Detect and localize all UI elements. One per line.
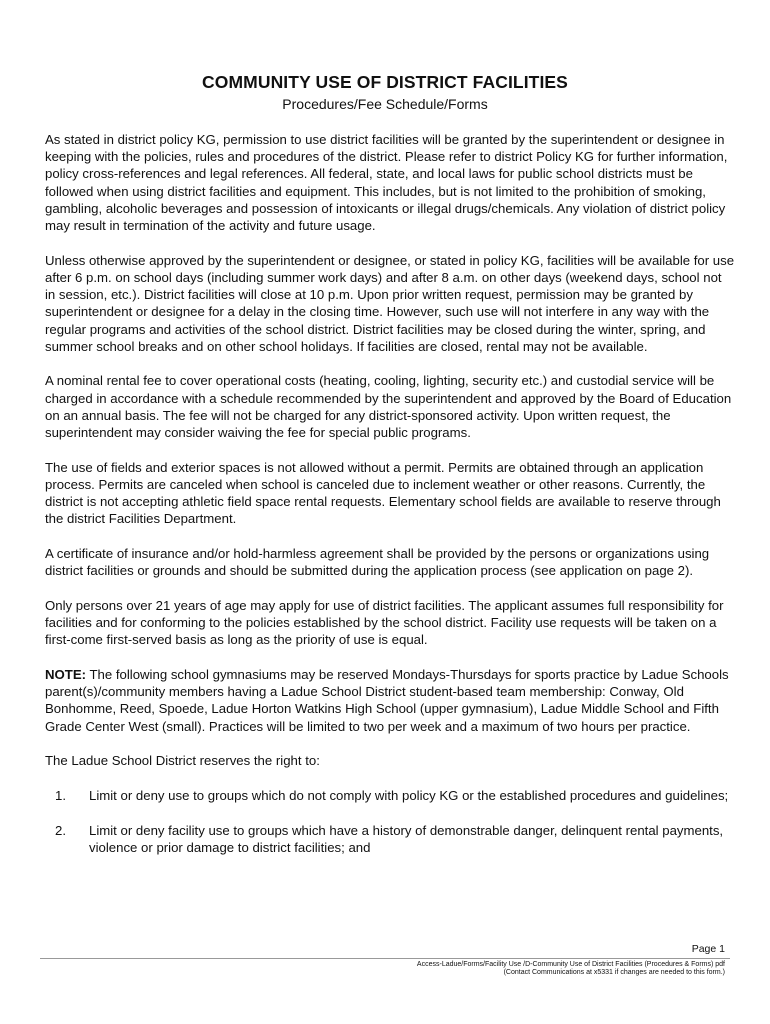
list-item-text: Limit or deny use to groups which do not comply with policy KG or the established procedures and guidelines; xyxy=(89,788,729,804)
page-title: COMMUNITY USE OF DISTRICT FACILITIES xyxy=(202,72,568,92)
list-item-number: 2. xyxy=(55,822,66,838)
reserves-list xyxy=(45,787,735,856)
footer-contact: (Contact Communications at x5331 if changes are needed to this form.) xyxy=(503,969,725,976)
paragraph-policy: As stated in district policy KG, permission to use district facilities will be granted by the superintendent or designee in keeping with the policies, rules and procedures of the district. Please refer to district Policy KG for further information, policy cross-references and legal references. All federal, state, and local laws for public school districts must be followed when using district facilities and equipment. This includes, but is not limited to the prohibition of smoking, gambling, alcoholic beverages and possession of intoxicants or illegal drugs/chemicals. Any violation of district policy may result in termination of the activity and future usage. xyxy=(45,132,728,234)
document-body xyxy=(45,131,735,874)
list-item-text: Limit or deny facility use to groups which have a history of demonstrable danger, delinquent rental payments, violence or prior damage to district facilities; and xyxy=(89,822,724,855)
list-item xyxy=(45,787,735,804)
note-label: NOTE: xyxy=(45,667,87,683)
paragraph-note xyxy=(45,666,735,735)
reserves-intro: The Ladue School District reserves the right to: xyxy=(45,753,320,769)
paragraph-fees: A nominal rental fee to cover operational costs (heating, cooling, lighting, security etc.) and custodial service will be charged in accordance with a schedule recommended by the superintendent and approved by the Board of Education on an annual basis. The fee will not be charged for any district-sponsored activity. Upon written request, the superintendent may consider waiving the fee for special public programs. xyxy=(45,373,732,441)
page-number: Page 1 xyxy=(691,943,725,955)
note-text: The following school gymnasiums may be reserved Mondays-Thursdays for sports practice by Ladue Schools parent(s)/community members having a Ladue School District student-based team membership: Conway, Old Bonhomme, Reed, Spoede, Ladue Horton Watkins High School (upper gymnasium), Ladue Middle School and Fifth Grade Center West (small). Practices will be limited to two per week and a maximum of two hours per practice. xyxy=(45,667,729,734)
page-subtitle: Procedures/Fee Schedule/Forms xyxy=(282,96,488,112)
footer-divider xyxy=(40,958,730,959)
list-item-number: 1. xyxy=(55,788,66,804)
paragraph-age: Only persons over 21 years of age may apply for use of district facilities. The applicant assumes full responsibility for facilities and for conforming to the policies established by the school district. Facility use requests will be taken on a first-come first-served basis as long as the priority of use is equal. xyxy=(45,597,724,648)
list-item xyxy=(45,822,735,856)
footer-path: Access-Ladue/Forms/Facility Use /D-Community Use of District Facilities (Procedures & Forms) pdf xyxy=(416,961,725,968)
paragraph-insurance: A certificate of insurance and/or hold-harmless agreement shall be provided by the persons or organizations using district facilities or grounds and should be submitted during the application process (see application on page 2). xyxy=(45,546,710,579)
paragraph-fields: The use of fields and exterior spaces is not allowed without a permit. Permits are obtained through an application process. Permits are canceled when school is canceled due to inclement weather or other reasons. Currently, the district is not accepting athletic field space rental requests. Elementary school fields are available to reserve through the district Facilities Department. xyxy=(45,459,721,527)
paragraph-hours: Unless otherwise approved by the superintendent or designee, or stated in policy KG, facilities will be available for use after 6 p.m. on school days (including summer work days) and after 8 a.m. on other days (weekend days, school not in session, etc.). District facilities will close at 10 p.m. Upon prior written request, permission may be granted by superintendent or designee for a delay in the closing time. However, such use will not interfere in any way with the regular programs and activities of the school district. District facilities may be closed during the winter, spring, and summer school breaks and on other school holidays. If facilities are closed, rental may not be available. xyxy=(45,252,735,354)
